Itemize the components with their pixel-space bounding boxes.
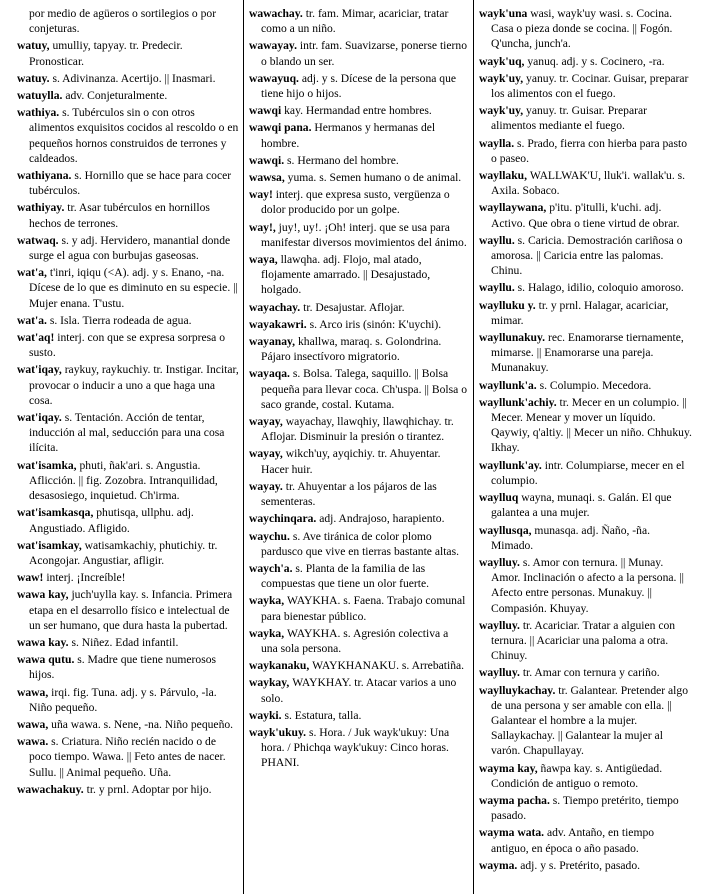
entry-headword: waylluq: [479, 491, 519, 505]
dictionary-entry: [17, 734, 239, 780]
entry-headword: watuylla.: [17, 89, 63, 103]
dictionary-entry: [17, 362, 239, 408]
column-3: [479, 6, 693, 888]
entry-definition: t'inri, iqiqu (<A). adj. y s. Enano, -na. Dícese de lo que es diminuto en su especie. || Mujer enana. T'ustu.: [29, 266, 238, 310]
entry-headword: way!,: [249, 220, 276, 234]
entry-headword: wayllunk'ay.: [479, 458, 542, 472]
entry-definition: wasi, wayk'uy wasi. s. Cocina. Casa o pieza donde se cocina. || Fogón. Q'uncha, junch'a.: [491, 7, 673, 51]
entry-headword: wayanay,: [249, 335, 296, 349]
entry-headword: wawa.: [17, 735, 49, 749]
entry-definition: wayachay, llawqhiy, llawqhichay. tr. Aflojar. Disminuir la presión o tirantez.: [261, 415, 454, 444]
dictionary-entry: [249, 170, 467, 185]
entry-definition: munasqa. adj. Ñaño, -ña. Mimado.: [491, 523, 651, 552]
dictionary-entry: [17, 717, 239, 732]
dictionary-entry: [479, 71, 693, 101]
dictionary-entry: [17, 782, 239, 797]
dictionary-entry: [249, 708, 467, 723]
dictionary-entry: [249, 300, 467, 315]
dictionary-entry: [479, 54, 693, 69]
entry-definition: Hermanos y hermanas del hombre.: [261, 121, 436, 150]
entry-definition: s. Isla. Tierra rodeada de agua.: [49, 313, 192, 327]
entry-headword: wawa,: [17, 717, 49, 731]
dictionary-entry: [17, 538, 239, 568]
entry-definition: wikch'uy, ayqichiy. tr. Ahuyentar. Hacer huir.: [261, 447, 441, 476]
dictionary-entry: [479, 378, 693, 393]
entry-definition: por medio de agüeros o sortilegios o por conjeturas.: [29, 7, 217, 36]
entry-headword: waychinqara.: [249, 512, 317, 526]
entry-headword: waylluku y.: [479, 298, 536, 312]
entry-definition: s. Bolsa. Talega, saquillo. || Bolsa pequeña para llevar coca. Ch'uspa. || Bolsa o saco grande, costal. Kutama.: [261, 367, 468, 411]
dictionary-entry: [17, 587, 239, 633]
dictionary-entry: [17, 233, 239, 263]
entry-headword: waylla.: [479, 136, 515, 150]
entry-headword: wayllunakuy.: [479, 331, 546, 345]
entry-headword: wawa kay,: [17, 588, 69, 602]
dictionary-entry: [17, 71, 239, 86]
dictionary-entry: [249, 252, 467, 298]
entry-definition: umulliy, tapyay. tr. Predecir. Pronosticar.: [29, 39, 183, 68]
dictionary-entry: [479, 103, 693, 133]
entry-headword: wawa,: [17, 685, 49, 699]
entry-definition: intr. fam. Suavizarse, ponerse tierno o blando un ser.: [261, 39, 467, 68]
entry-headword: wayki.: [249, 708, 282, 722]
dictionary-entry: [249, 446, 467, 476]
entry-definition: interj. que expresa susto, vergüenza o dolor producido por un golpe.: [261, 188, 450, 217]
entry-definition: tr. Ahuyentar a los pájaros de las sementeras.: [261, 479, 437, 509]
entry-definition: adj. y s. Pretérito, pasado.: [520, 858, 641, 872]
dictionary-entry: [17, 410, 239, 456]
entry-definition: juy!, uy!. ¡Oh! interj. que se usa para manifestar diversos movimientos del ánimo.: [261, 220, 467, 249]
entry-headword: wat'iqay,: [17, 363, 62, 377]
entry-headword: wat'isamkay,: [17, 538, 82, 552]
dictionary-entry: [479, 280, 693, 295]
entry-definition: s. Criatura. Niño recién nacido o de poco tiempo. Wawa. || Feto antes de nacer. Sullu. || Animal pequeño. Uña.: [29, 735, 226, 779]
entry-headword: wathiya.: [17, 106, 60, 120]
dictionary-entry: [479, 458, 693, 488]
entry-headword: wayaqa.: [249, 367, 290, 381]
entry-definition: tr. y prnl. Halagar, acariciar, mimar.: [491, 298, 669, 327]
entry-headword: wayma kay,: [479, 761, 538, 775]
dictionary-entry: [479, 665, 693, 680]
entry-definition: tr. Amar con ternura y cariño.: [522, 666, 660, 680]
entry-definition: s. Adivinanza. Acertijo. || Inasmari.: [52, 71, 216, 85]
dictionary-entry: [479, 618, 693, 664]
entry-headword: wawqi pana.: [249, 121, 312, 135]
column-2: [249, 6, 467, 888]
entry-definition: WAYKHAY. tr. Atacar varios a uno solo.: [261, 676, 457, 705]
entry-definition: intr. Columpiarse, mecer en el columpio.: [491, 458, 685, 487]
dictionary-entry: [17, 685, 239, 715]
entry-definition: s. Niñez. Edad infantil.: [71, 635, 179, 649]
entry-definition: s. Ave tiránica de color plomo pardusco que vive en tierras bastante altas.: [261, 529, 459, 558]
dictionary-entry: [249, 317, 467, 332]
entry-headword: waych'a.: [249, 561, 293, 575]
dictionary-entry: [249, 220, 467, 250]
dictionary-entry: [249, 561, 467, 591]
entry-headword: wat'iqay.: [17, 411, 62, 425]
entry-headword: wayay,: [249, 415, 283, 429]
entry-definition: s. Caricia. Demostración cariñosa o amorosa. || Caricia entre las palomas. Chinu.: [491, 233, 683, 278]
entry-definition: s. Madre que tiene numerosos hijos.: [29, 653, 217, 682]
entry-definition: khallwa, maraq. s. Golondrina. Pájaro insectívoro migratorio.: [261, 335, 442, 364]
dictionary-entry: [479, 793, 693, 823]
entry-headword: waykay,: [249, 676, 290, 690]
dictionary-entry: [249, 529, 467, 559]
entry-headword: wat'isamkasqa,: [17, 506, 94, 520]
entry-headword: wayllu.: [479, 281, 515, 295]
entry-definition: phuti, ñak'ari. s. Angustia. Aflicción. || fig. Zozobra. Intranquilidad, desasosiego, inquietud. Ch'irma.: [29, 458, 218, 503]
column-divider: [243, 0, 244, 894]
dictionary-entry: [17, 330, 239, 360]
dictionary-entry: [249, 6, 467, 36]
dictionary-entry: [249, 479, 467, 509]
dictionary-entry: [479, 523, 693, 553]
entry-headword: wayachay.: [249, 300, 301, 314]
entry-headword: wayllunk'a.: [479, 378, 537, 392]
entry-headword: wat'a.: [17, 313, 47, 327]
dictionary-entry: [17, 6, 239, 36]
dictionary-entry: [479, 858, 693, 873]
entry-definition: yuma. s. Semen humano o de animal.: [287, 171, 462, 185]
entry-definition: juch'uylla kay. s. Infancia. Primera etapa en el desarrollo físico e intelectual de un ser humano, que dura hasta la pubertad.: [29, 588, 233, 632]
entry-definition: s. Tubérculos sin o con otros alimentos exquisitos cocidos al rescoldo o en pequeños hornos construidos de terrones y caldeados.: [29, 106, 239, 165]
entry-definition: interj. con que se expresa sorpresa o susto.: [29, 331, 225, 360]
entry-headword: waylluy.: [479, 666, 520, 680]
dictionary-entry: [17, 652, 239, 682]
entry-definition: watisamkachiy, phutichiy. tr. Acongojar. Angustiar, afligir.: [29, 538, 218, 567]
entry-definition: s. Columpio. Mecedora.: [539, 378, 652, 392]
dictionary-entry: [479, 6, 693, 52]
dictionary-entry: [479, 395, 693, 456]
entry-headword: wayk'ukuy.: [249, 725, 307, 739]
entry-definition: s. Planta de la familia de las compuestas que tiene un olor fuerte.: [261, 561, 430, 591]
dictionary-entry: [17, 635, 239, 650]
dictionary-entry: [249, 414, 467, 444]
entry-headword: wat'a,: [17, 266, 47, 280]
entry-definition: s. Hornillo que se hace para cocer tubérculos.: [29, 169, 232, 198]
dictionary-entry: [479, 761, 693, 791]
entry-headword: wayk'uy,: [479, 104, 524, 118]
entry-definition: WALLWAK'U, lluk'i. wallak'u. s. Axila. Sobaco.: [491, 169, 686, 198]
dictionary-entry: [249, 38, 467, 68]
entry-headword: wawqi: [249, 104, 282, 118]
entry-definition: phutisqa, ullphu. adj. Angustiado. Afligido.: [29, 506, 194, 535]
dictionary-entry: [249, 593, 467, 623]
entry-headword: wathiyana.: [17, 169, 72, 183]
entry-definition: irqi. fig. Tuna. adj. y s. Párvulo, -la. Niño pequeño.: [29, 685, 217, 714]
dictionary-entry: [17, 105, 239, 166]
entry-headword: wayllaywana,: [479, 201, 547, 215]
entry-definition: ñawpa kay. s. Antigüedad. Condición de antiguo o remoto.: [491, 761, 663, 790]
dictionary-entry: [479, 490, 693, 520]
entry-headword: wat'isamka,: [17, 458, 77, 472]
dictionary-entry: [479, 683, 693, 759]
entry-definition: adv. Antaño, en tiempo antiguo, en época o año pasado.: [491, 826, 655, 855]
entry-definition: tr. fam. Mimar, acariciar, tratar como a un niño.: [261, 7, 449, 36]
entry-definition: tr. Asar tubérculos en hornillos hechos de terrones.: [29, 201, 210, 230]
dictionary-entry: [249, 120, 467, 150]
entry-headword: wayk'una: [479, 7, 528, 20]
entry-definition: adj. y s. Dícese de la persona que tiene hijo o hijos.: [261, 71, 457, 101]
entry-headword: wayllaku,: [479, 169, 527, 183]
dictionary-entry: [17, 168, 239, 198]
entry-definition: yanuy. tr. Guisar. Preparar alimentos mediante el fuego.: [491, 104, 647, 133]
entry-headword: wayllunk'achiy.: [479, 395, 557, 409]
dictionary-entry: [479, 136, 693, 166]
entry-headword: waykanaku,: [249, 659, 310, 673]
entry-headword: wayma wata.: [479, 826, 545, 840]
entry-headword: waya,: [249, 253, 278, 267]
entry-definition: s. Amor con ternura. || Munay. Amor. Inclinación o afecto a la persona. || Afecto entre personas. Munakuy. || Compasión. Khuyay.: [491, 555, 684, 615]
entry-definition: wayna, munaqi. s. Galán. El que galantea a una mujer.: [491, 491, 672, 520]
entry-definition: s. Arco iris (sinón: K'uychi).: [309, 317, 442, 331]
entry-headword: wayma.: [479, 858, 518, 872]
entry-definition: tr. Galantear. Pretender algo de una persona y ser amable con ella. || Galantear el hombre a la mujer. Sallaykachay. || Galantear la mujer al varón. Chapullayay.: [491, 683, 688, 758]
entry-definition: s. Hora. / Juk wayk'ukuy: Una hora. / Phichqa wayk'ukuy: Cinco horas. PHANI.: [261, 725, 450, 770]
entry-definition: WAYKHANAKU. s. Arrebatiña.: [312, 659, 465, 673]
entry-headword: wayay,: [249, 447, 283, 461]
dictionary-entry: [249, 511, 467, 526]
entry-headword: wayllusqa,: [479, 523, 532, 537]
entry-definition: s. Tiempo pretérito, tiempo pasado.: [491, 793, 679, 823]
entry-definition: tr. Acariciar. Tratar a alguien con ternura. || Acariciar una paloma a otra. Chinuy.: [491, 618, 676, 663]
entry-headword: wawachay.: [249, 7, 303, 20]
entry-headword: wayma pacha.: [479, 793, 550, 807]
dictionary-entry: [479, 298, 693, 328]
dictionary-entry: [249, 675, 467, 705]
entry-headword: wayka,: [249, 626, 285, 640]
dictionary-entry: [249, 334, 467, 364]
entry-definition: kay. Hermandad entre hombres.: [284, 104, 432, 118]
entry-headword: watuy,: [17, 39, 50, 53]
entry-headword: wawayuq.: [249, 71, 299, 85]
dictionary-entry: [249, 153, 467, 168]
entry-headword: waylluykachay.: [479, 683, 556, 697]
entry-headword: wawa qutu.: [17, 653, 75, 667]
entry-definition: WAYKHA. s. Agresión colectiva a una sola persona.: [261, 626, 449, 655]
entry-headword: wat'aq!: [17, 331, 55, 345]
dictionary-entry: [249, 725, 467, 771]
entry-headword: wayakawri.: [249, 317, 307, 331]
dictionary-entry: [17, 570, 239, 585]
entry-definition: s. Hermano del hombre.: [287, 153, 399, 167]
entry-definition: tr. Mecer en un columpio. || Mecer. Menear y mover un líquido. Qaywiy, q'altiy. || Mecer un niño. Chhukuy. Ikhay.: [491, 395, 692, 455]
dictionary-entry: [479, 330, 693, 376]
entry-definition: WAYKHA. s. Faena. Trabajo comunal para bienestar público.: [261, 594, 466, 623]
entry-headword: waychu.: [249, 529, 290, 543]
entry-headword: wayk'uy,: [479, 71, 524, 85]
dictionary-entry: [17, 313, 239, 328]
entry-definition: tr. y prnl. Adoptar por hijo.: [86, 782, 212, 796]
entry-headword: way!: [249, 188, 273, 202]
dictionary-entry: [17, 200, 239, 230]
dictionary-entry: [249, 626, 467, 656]
entry-definition: llawqha. adj. Flojo, mal atado, flojamente amarrado. || Desajustado, holgado.: [261, 253, 431, 297]
dictionary-entry: [479, 825, 693, 855]
entry-headword: waw!: [17, 571, 44, 585]
column-divider: [473, 0, 474, 894]
dictionary-entry: [479, 555, 693, 616]
dictionary-entry: [249, 366, 467, 412]
entry-headword: wayllu.: [479, 233, 515, 247]
entry-headword: watuy.: [17, 71, 50, 85]
dictionary-entry: [479, 200, 693, 230]
entry-headword: wayka,: [249, 594, 285, 608]
dictionary-entry: [479, 168, 693, 198]
entry-headword: wayk'uq,: [479, 54, 525, 68]
dictionary-entry: [17, 505, 239, 535]
entry-definition: uña wawa. s. Nene, -na. Niño pequeño.: [51, 717, 234, 731]
entry-headword: wawayay.: [249, 39, 297, 53]
entry-definition: yanuq. adj. y s. Cocinero, -ra.: [527, 54, 665, 68]
entry-definition: p'itu. p'itulli, k'uchi. adj. Activo. Que obra o tiene virtud de obrar.: [491, 201, 680, 230]
dictionary-entry: [249, 187, 467, 217]
entry-headword: wawqi.: [249, 153, 285, 167]
entry-headword: wayay.: [249, 479, 283, 493]
entry-definition: s. Tentación. Acción de tentar, inducción al mal, seducción para una cosa ilícita.: [29, 411, 225, 455]
entry-headword: wawsa,: [249, 171, 285, 185]
entry-headword: waylluy.: [479, 618, 520, 632]
dictionary-entry: [249, 103, 467, 118]
entry-headword: wathiyay.: [17, 201, 65, 215]
entry-definition: rec. Enamorarse tiernamente, mimarse. || Enamorarse una pareja. Munanakuy.: [491, 331, 684, 375]
column-1: [17, 6, 239, 888]
entry-definition: s. Estatura, talla.: [284, 708, 362, 722]
entry-headword: watwaq.: [17, 233, 59, 247]
dictionary-entry: [17, 88, 239, 103]
entry-definition: interj. ¡Increíble!: [46, 571, 126, 585]
entry-definition: adj. Andrajoso, harapiento.: [319, 512, 445, 526]
entry-definition: s. y adj. Hervidero, manantial donde surge el agua con burbujas gaseosas.: [29, 233, 231, 263]
entry-definition: s. Prado, fierra con hierba para pasto o paseo.: [491, 136, 687, 165]
entry-headword: wawa kay.: [17, 635, 69, 649]
entry-definition: adv. Conjeturalmente.: [65, 89, 168, 103]
dictionary-entry: [249, 71, 467, 101]
entry-definition: tr. Desajustar. Aflojar.: [303, 300, 405, 314]
dictionary-entry: [17, 458, 239, 504]
entry-headword: wawachakuy.: [17, 782, 84, 796]
entry-definition: raykuy, raykuchiy. tr. Instigar. Incitar, provocar o inducir a uno a que haga una cosa.: [29, 363, 239, 407]
entry-definition: s. Halago, idilio, coloquio amoroso.: [517, 281, 684, 295]
dictionary-entry: [17, 38, 239, 68]
dictionary-entry: [17, 265, 239, 311]
dictionary-entry: [479, 233, 693, 279]
entry-headword: waylluy.: [479, 555, 520, 569]
entry-definition: yanuy. tr. Cocinar. Guisar, preparar los alimentos con el fuego.: [491, 71, 689, 101]
dictionary-entry: [249, 658, 467, 673]
